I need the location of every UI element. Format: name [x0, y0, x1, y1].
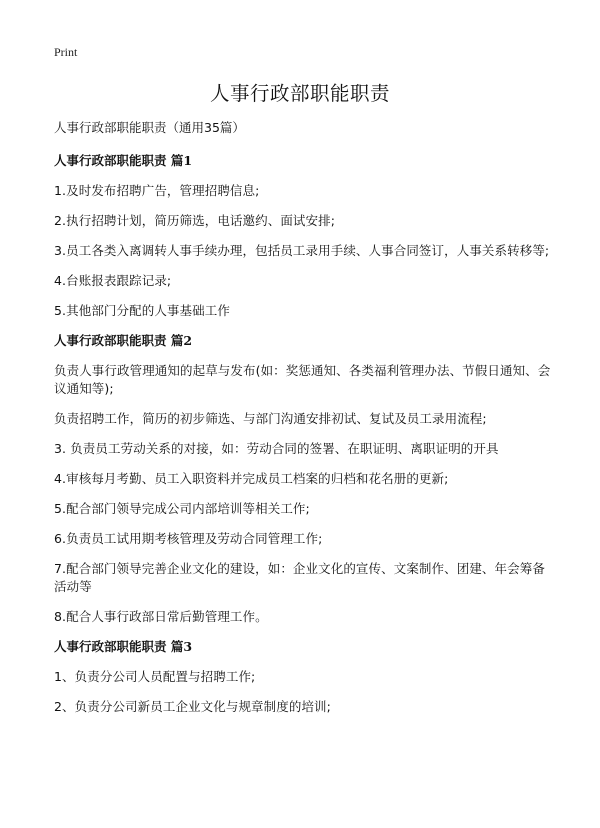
list-item: 4.审核每月考勤、员工入职资料并完成员工档案的归档和花名册的更新;: [54, 471, 449, 486]
list-item: 2、负责分公司新员工企业文化与规章制度的培训;: [54, 699, 331, 714]
list-item: 1.及时发布招聘广告，管理招聘信息;: [54, 183, 260, 198]
section-3: [54, 638, 554, 716]
section-heading: 人事行政部职能职责 篇3: [54, 639, 193, 654]
list-item: 6.负责员工试用期考核管理及劳动合同管理工作;: [54, 531, 323, 546]
list-item: 负责招聘工作，简历的初步筛选、与部门沟通安排初试、复试及员工录用流程;: [54, 411, 487, 426]
list-item: 7.配合部门领导完善企业文化的建设，如：企业文化的宣传、文案制作、团建、年会筹备活动等: [54, 561, 545, 594]
list-item: 5.其他部门分配的人事基础工作: [54, 303, 230, 318]
list-item: 1、负责分公司人员配置与招聘工作;: [54, 669, 256, 684]
list-item: 5.配合部门领导完成公司内部培训等相关工作;: [54, 501, 310, 516]
list-item: 3. 负责员工劳动关系的对接，如：劳动合同的签署、在职证明、离职证明的开具: [54, 441, 499, 456]
document-body: [54, 119, 554, 728]
section-heading: 人事行政部职能职责 篇1: [54, 153, 193, 168]
list-item: 2.执行招聘计划，简历筛选，电话邀约、面试安排;: [54, 213, 336, 228]
list-item: 3.员工各类入离调转人事手续办理，包括员工录用手续、人事合同签订，人事关系转移等;: [54, 243, 550, 258]
print-label: Print: [54, 45, 78, 59]
document-subtitle: 人事行政部职能职责（通用35篇）: [54, 120, 245, 135]
section-heading: 人事行政部职能职责 篇2: [54, 333, 193, 348]
section-1: [54, 152, 554, 320]
list-item: 4.台账报表跟踪记录;: [54, 273, 172, 288]
section-2: [54, 332, 554, 626]
list-item: 负责人事行政管理通知的起草与发布(如：奖惩通知、各类福利管理办法、节假日通知、会议通知等);: [54, 363, 551, 396]
list-item: 8.配合人事行政部日常后勤管理工作。: [54, 609, 268, 624]
document-title: 人事行政部职能职责: [209, 82, 390, 105]
